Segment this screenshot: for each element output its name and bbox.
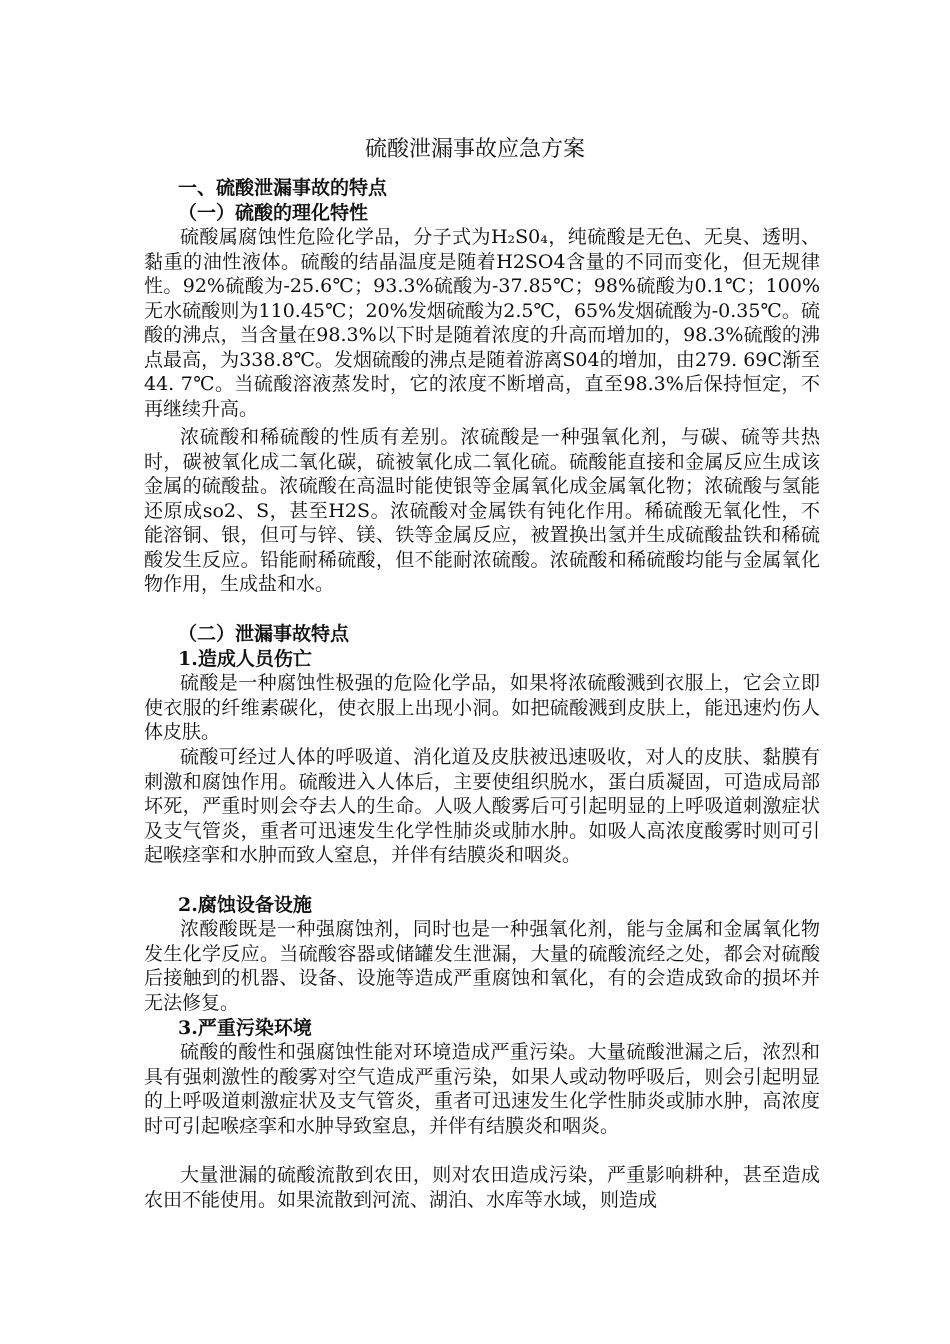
subsection-heading-properties: （一）硫酸的理化特性 bbox=[178, 202, 369, 224]
item-heading-pollution: 3.严重污染环境 bbox=[178, 1017, 312, 1039]
section-heading-1: 一、硫酸泄漏事故的特点 bbox=[178, 177, 388, 199]
paragraph-concentrated-vs-dilute: 浓硫酸和稀硫酸的性质有差别。浓硫酸是一种强氧化剂，与碳、硫等共热时，碳被氧化成二氧化碳，硫被氧化成二氧化硫。硫酸能直接和金属反应生成该金属的硫酸盐。浓硫酸在高温时能使银等金属氧化成金属氧化物；浓硫酸与氢能还原成so2、S，甚至H2S。浓硫酸对金属铁有钝化作用。稀硫酸无氧化性，不能溶铜、银，但可与锌、镁、铁等金属反应，被置换出氢并生成硫酸盐铁和稀硫酸发生反应。铅能耐稀硫酸，但不能耐浓硫酸。浓硫酸和稀硫酸均能与金属氧化物作用，生成盐和水。 bbox=[144, 426, 820, 595]
document-title: 硫酸泄漏事故应急方案 bbox=[364, 137, 585, 162]
paragraph-corrosion: 浓酸酸既是一种强腐蚀剂，同时也是一种强氧化剂，能与金属和金属氧化物发生化学反应。当硫酸容器或储罐发生泄漏，大量的硫酸流经之处，都会对硫酸后接触到的机器、设备、设施等造成严重腐蚀和氧化，有的会造成致命的损坏并无法修复。 bbox=[144, 918, 820, 1014]
paragraph-pollution-2: 大量泄漏的硫酸流散到农田，则对农田造成污染，严重影响耕种，甚至造成农田不能使用。如果流散到河流、湖泊、水库等水域，则造成 bbox=[144, 1164, 820, 1211]
paragraph-pollution-1: 硫酸的酸性和强腐蚀性能对环境造成严重污染。大量硫酸泄漏之后，浓烈和具有强刺激性的酸雾对空气造成严重污染，如果人或动物呼吸后，则会引起明显的上呼吸道刺激症状及支气管炎，重者可迅速发生化学性肺炎或肺水肿，高浓度时可引起喉痉挛和水肿导致窒息，并伴有结膜炎和咽炎。 bbox=[144, 1041, 820, 1137]
paragraph-casualties-1: 硫酸是一种腐蚀性极强的危险化学品，如果将浓硫酸溅到衣服上，它会立即使衣服的纤维素碳化，使衣服上出现小洞。如把硫酸溅到皮肤上，能迅速灼伤人体皮肤。 bbox=[144, 672, 820, 743]
item-heading-corrosion: 2.腐蚀设备设施 bbox=[178, 894, 312, 916]
paragraph-casualties-2: 硫酸可经过人体的呼吸道、消化道及皮肤被迅速吸收，对人的皮肤、黏膜有刺激和腐蚀作用。硫酸进入人体后，主要使组织脱水，蛋白质凝固，可造成局部坏死，严重时则会夺去人的生命。人吸人酸雾后可引起明显的上呼吸道刺激症状及支气管炎，重者可迅速发生化学性肺炎或肺水肿。如吸人高浓度酸雾时则可引起喉痉挛和水肿而致人窒息，并伴有结膜炎和咽炎。 bbox=[144, 746, 820, 866]
subsection-heading-leak-features: （二）泄漏事故特点 bbox=[178, 623, 350, 645]
paragraph-properties: 硫酸属腐蚀性危险化学品，分子式为H₂S0₄，纯硫酸是无色、无臭、透明、黏重的油性液体。硫酸的结晶温度是随着H2SO4含量的不同而变化，但无规律性。92%硫酸为-25.6℃；93.3%硫酸为-37.85℃；98%硫酸为0.1℃；100%无水硫酸则为110.45℃；20%发烟硫酸为2.5℃，65%发烟硫酸为-0.35℃。硫酸的沸点，当含量在98.3%以下时是随着浓度的升高而增加的，98.3%硫酸的沸点最高，为338.8℃。发烟硫酸的沸点是随着游离S04的增加，由279. 69C渐至44. 7℃。当硫酸溶液蒸发时，它的浓度不断增高，直至98.3%后保持恒定，不再继续升高。 bbox=[144, 226, 820, 420]
item-heading-casualties: 1.造成人员伤亡 bbox=[178, 648, 312, 670]
